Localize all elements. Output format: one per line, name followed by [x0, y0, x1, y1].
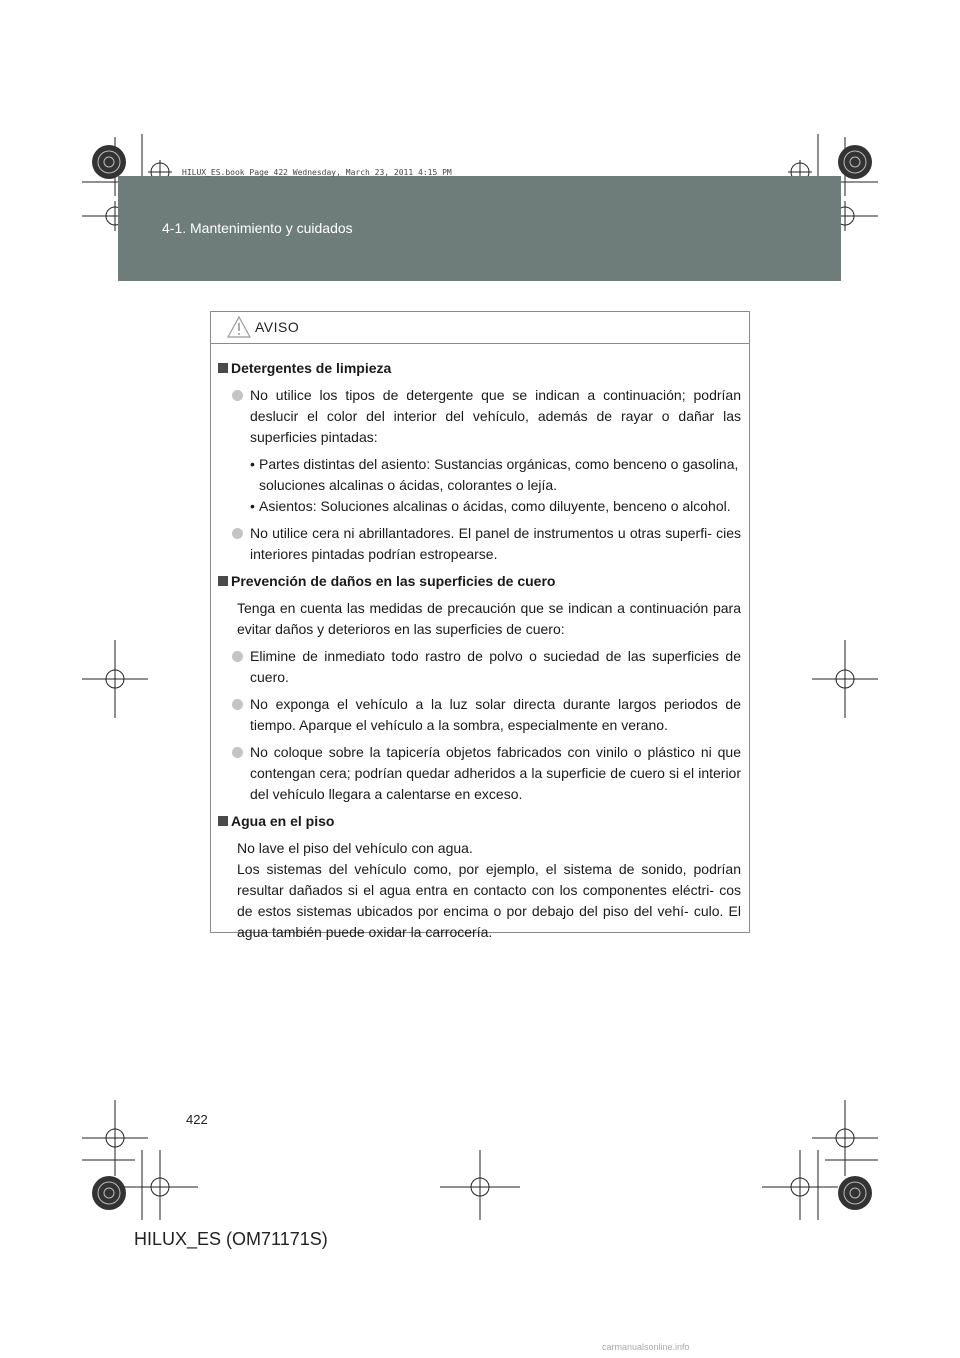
section-heading: Agua en el piso: [218, 811, 741, 832]
paragraph: No lave el piso del vehículo con agua. Los sistemas del vehículo como, por ejemplo, el sistema de sonido, podrían resultar dañados si el agua entra en contacto con los componentes eléctri- cos de estos sistemas ubicados por encima o por debajo del piso del vehí- culo. El agua también puede oxidar la carrocería.: [237, 840, 741, 940]
list-item: No utilice los tipos de detergente que se indican a continuación; podrían deslucir el color del interior del vehículo, además de rayar o dañar las superficies pintadas:: [218, 385, 741, 448]
sub-list-item: • Asientos: Soluciones alcalinas o ácidas, como diluyente, benceno o alcohol.: [250, 496, 741, 517]
document-code: HILUX_ES (OM71171S): [134, 1229, 328, 1249]
book-info: HILUX_ES.book Page 422 Wednesday, March 23, 2011 4:15 PM: [182, 168, 452, 177]
dot-bullet-icon: •: [250, 456, 255, 472]
list-item: No coloque sobre la tapicería objetos fabricados con vinilo o plástico ni que contengan cera; podrían quedar adheridos a la superficie de cuero si el interior del vehículo llegara a calentarse en exceso.: [218, 742, 741, 805]
sub-list: [218, 454, 741, 517]
section-heading: Detergentes de limpieza: [218, 358, 741, 379]
warning-box: [210, 311, 750, 940]
list-item: No exponga el vehículo a la luz solar directa durante largos periodos de tiempo. Aparque el vehículo a la sombra, especialmente en verano.: [218, 694, 741, 736]
section-heading: Prevención de daños en las superficies de cuero: [218, 571, 741, 592]
list-item: No utilice cera ni abrillantadores. El panel de instrumentos u otras superfi- cies interiores pintadas podrían estropearse.: [218, 523, 741, 565]
watermark: carmanualsonline.info: [602, 1342, 690, 1352]
list-item: Elimine de inmediato todo rastro de polvo o suciedad de las superficies de cuero.: [218, 646, 741, 688]
section-title: 4-1. Mantenimiento y cuidados: [162, 220, 353, 236]
circle-bullet-icon: [232, 651, 243, 662]
warning-title: AVISO: [255, 319, 300, 335]
circle-bullet-icon: [232, 390, 243, 401]
dot-bullet-icon: •: [250, 498, 255, 514]
warning-body: [211, 344, 749, 943]
circle-bullet-icon: [232, 747, 243, 758]
square-bullet-icon: [218, 816, 228, 826]
warning-triangle-icon: [227, 316, 251, 338]
square-bullet-icon: [218, 363, 228, 373]
square-bullet-icon: [218, 576, 228, 586]
warning-header: [211, 312, 749, 344]
circle-bullet-icon: [232, 528, 243, 539]
paragraph: Tenga en cuenta las medidas de precaución que se indican a continuación para evitar daños y deterioros en las superficies de cuero:: [237, 600, 741, 637]
circle-bullet-icon: [232, 699, 243, 710]
sub-list-item: • Partes distintas del asiento: Sustancias orgánicas, como benceno o gasolina, soluciones alcalinas o ácidas, colorantes o lejía.: [250, 456, 739, 493]
page-number: 422: [186, 1112, 208, 1127]
